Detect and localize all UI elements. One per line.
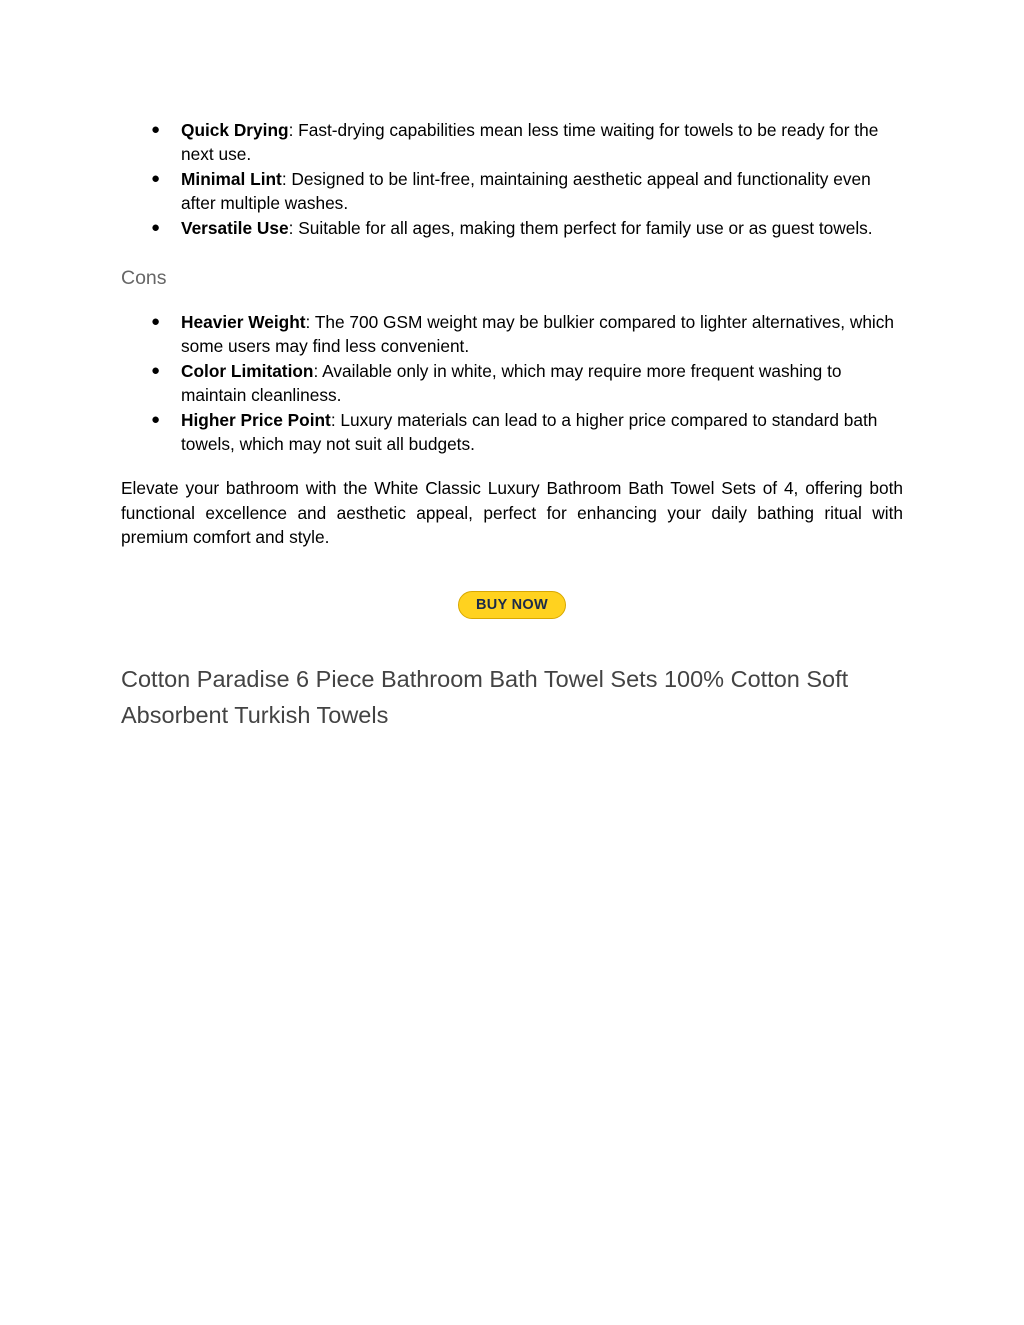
item-description: : Designed to be lint-free, maintaining aesthetic appeal and functionality even after multiple washes. (181, 168, 871, 214)
list-item (121, 167, 903, 216)
pros-list (121, 118, 903, 240)
bullet-icon: ● (151, 313, 161, 331)
item-term: Color Limitation (181, 360, 314, 381)
next-product-title: Cotton Paradise 6 Piece Bathroom Bath Towel Sets 100% Cotton Soft Absorbent Turkish Towels (121, 665, 849, 728)
buy-button-row (121, 591, 903, 619)
item-description: : Luxury materials can lead to a higher price compared to standard bath towels, which may not suit all budgets. (181, 409, 878, 455)
list-item (121, 359, 903, 408)
buy-now-button[interactable]: BUY NOW (458, 591, 566, 619)
item-term: Versatile Use (181, 217, 289, 238)
bullet-icon: ● (151, 121, 161, 138)
bullet-icon: ● (151, 361, 161, 379)
bullet-icon: ● (151, 218, 161, 236)
item-term: Minimal Lint (181, 168, 282, 189)
cons-list (121, 310, 903, 456)
item-description: : Fast-drying capabilities mean less time waiting for towels to be ready for the next use. (181, 120, 879, 165)
item-term: Quick Drying (181, 120, 289, 140)
list-item (121, 118, 903, 167)
item-description: : Available only in white, which may require more frequent washing to maintain cleanliness. (181, 360, 842, 406)
summary-paragraph: Elevate your bathroom with the White Classic Luxury Bathroom Bath Towel Sets of 4, offering both functional excellence and aesthetic appeal, perfect for enhancing your daily bathing ritual with premium comfort and style. (121, 478, 903, 548)
list-item (121, 408, 903, 457)
item-description: : Suitable for all ages, making them perfect for family use or as guest towels. (288, 217, 873, 238)
bullet-icon: ● (151, 169, 161, 187)
item-term: Heavier Weight (181, 312, 306, 333)
bullet-icon: ● (151, 410, 161, 428)
cons-heading: Cons (121, 267, 167, 290)
list-item (121, 216, 903, 240)
document-content (121, 118, 903, 733)
item-description: : The 700 GSM weight may be bulkier compared to lighter alternatives, which some users may find less convenient. (181, 312, 895, 357)
item-term: Higher Price Point (181, 409, 331, 430)
list-item (121, 310, 903, 359)
